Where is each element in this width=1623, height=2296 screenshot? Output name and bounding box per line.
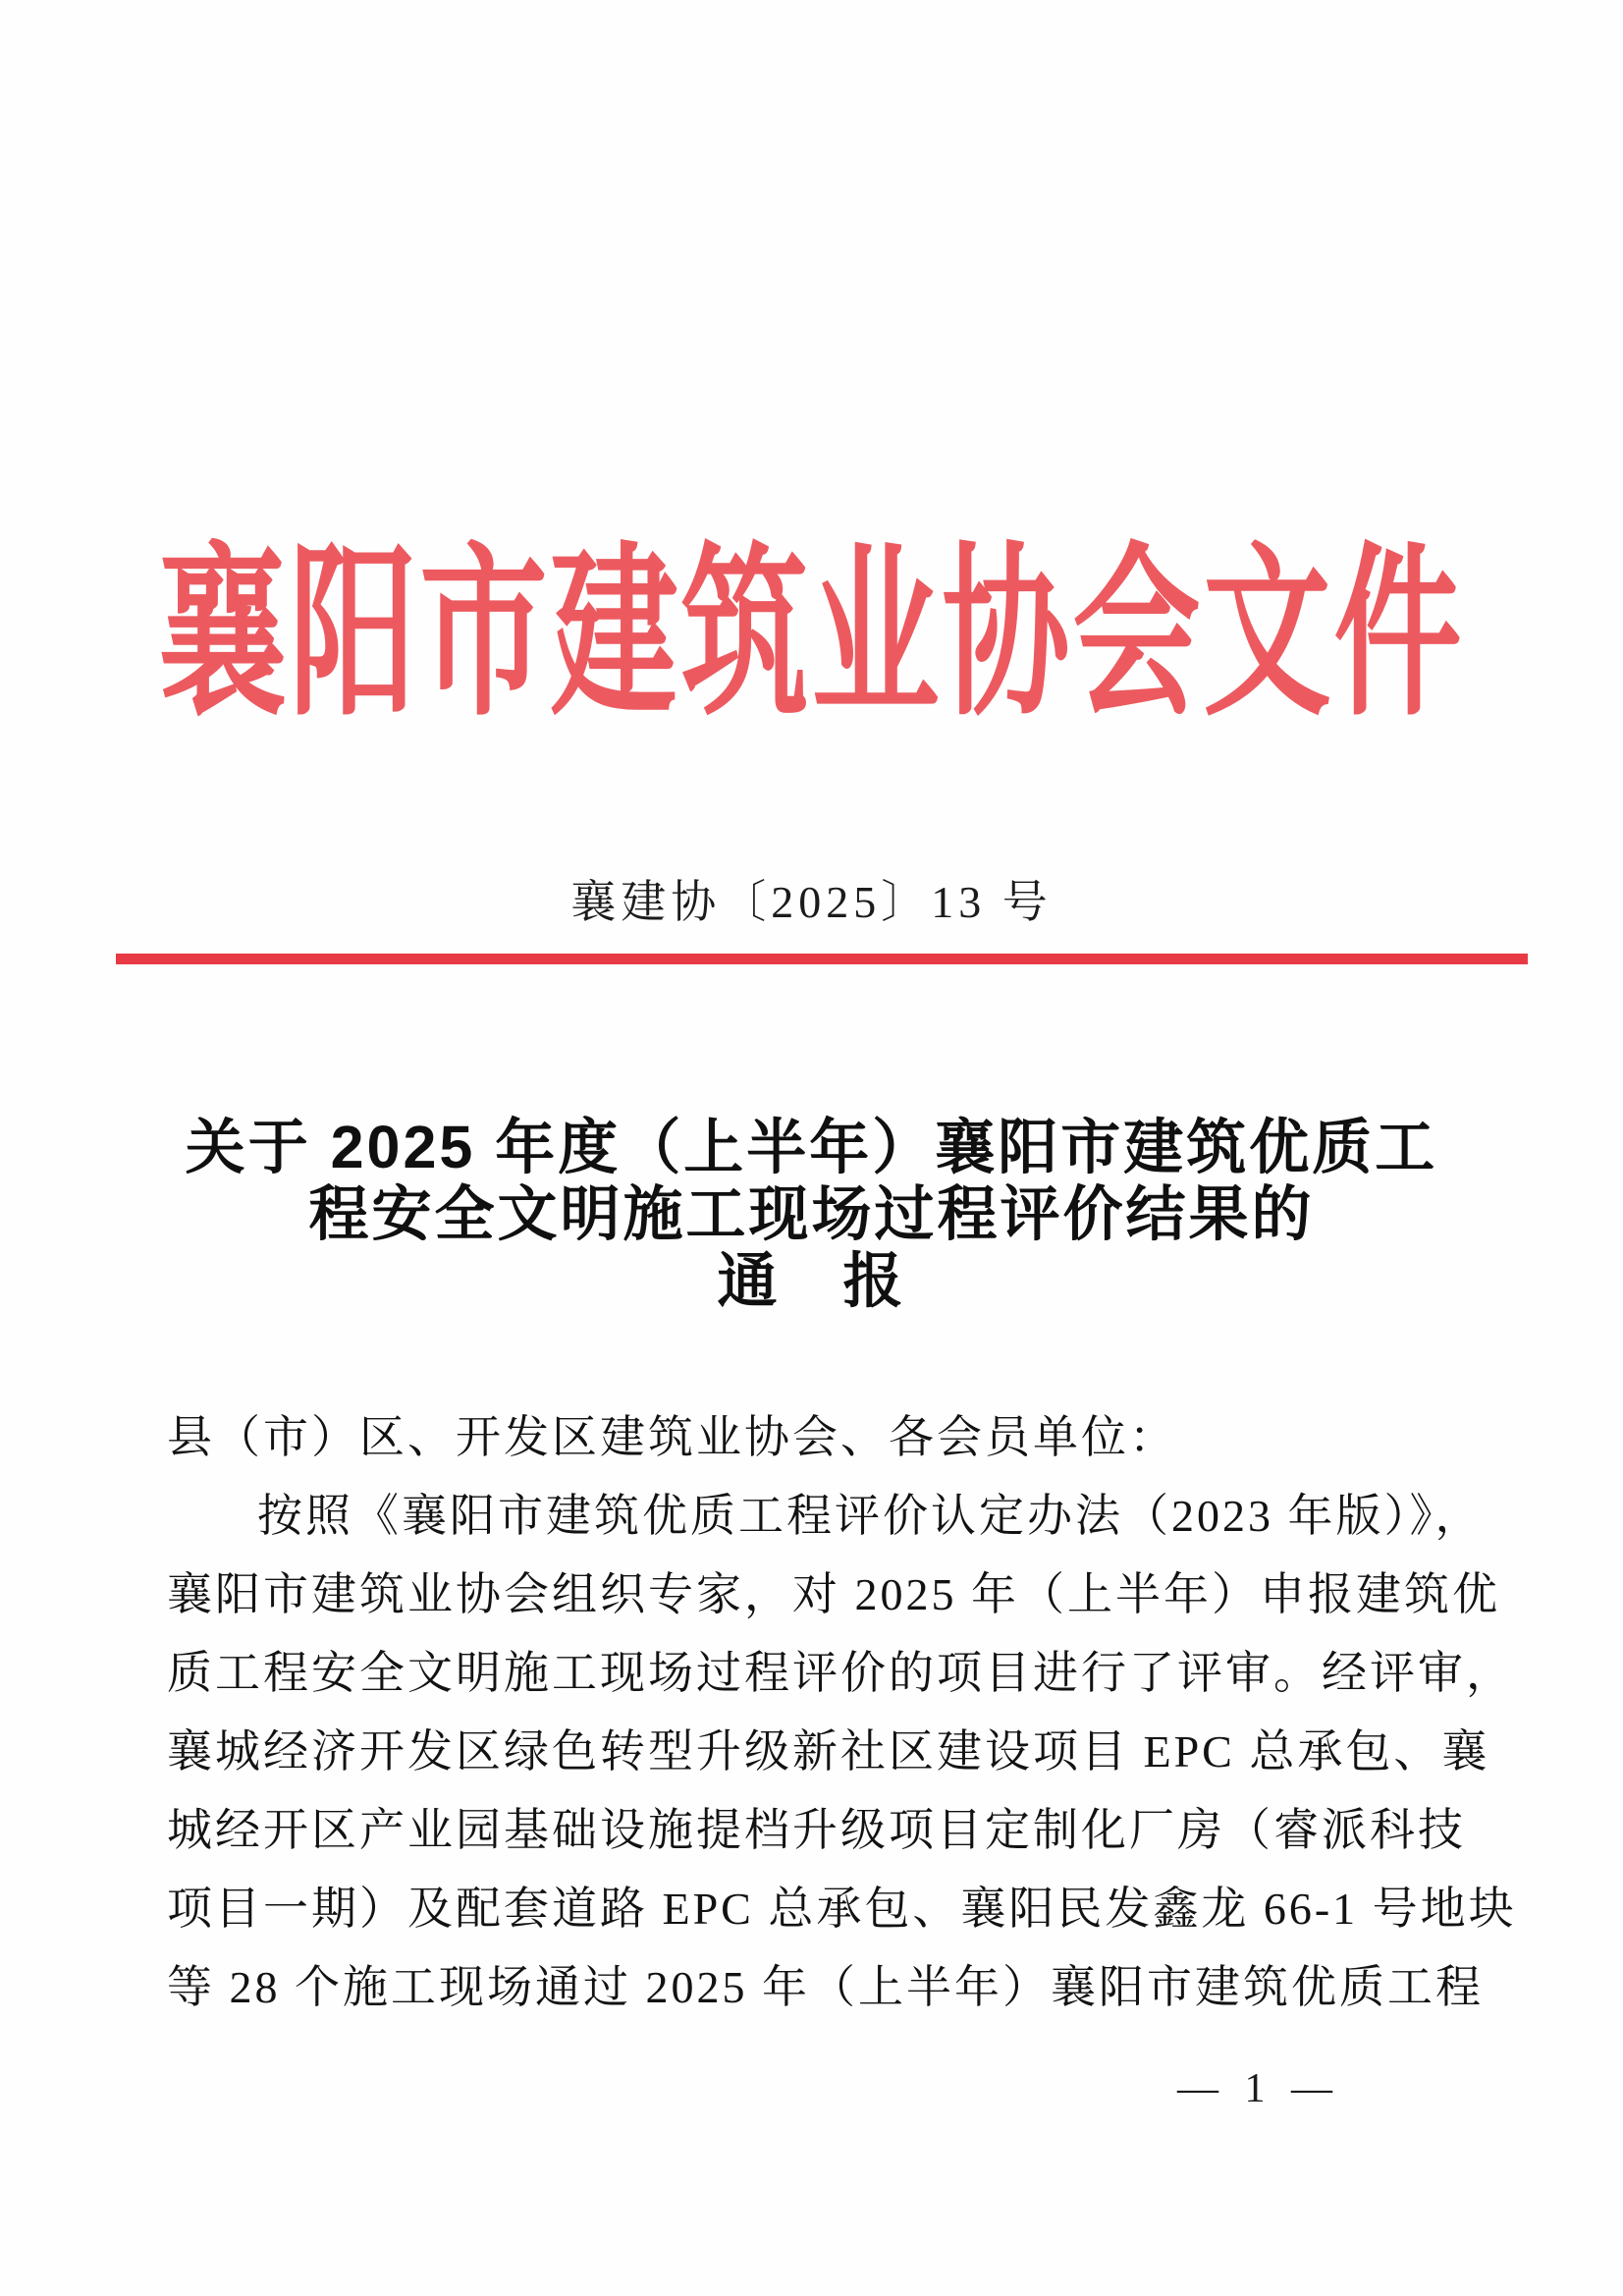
org-header-title: 襄阳市建筑业协会文件 <box>158 533 1465 739</box>
red-divider-rule <box>116 954 1528 964</box>
body-line: 襄阳市建筑业协会组织专家，对 2025 年（上半年）申报建筑优 <box>167 1569 1500 1619</box>
body-line: 按照《襄阳市建筑优质工程评价认定办法（2023 年版）》， <box>257 1491 1484 1541</box>
body-line: 质工程安全文明施工现场过程评价的项目进行了评审。经评审， <box>167 1648 1514 1698</box>
body-line: 襄城经济开发区绿色转型升级新社区建设项目 EPC 总承包、襄 <box>167 1726 1490 1777</box>
doc-number: 襄建协〔2025〕13 号 <box>570 877 1053 927</box>
body-line: 等 28 个施工现场通过 2025 年（上半年）襄阳市建筑优质工程 <box>167 1962 1484 2012</box>
salutation-line: 县（市）区、开发区建筑业协会、各会员单位： <box>167 1412 1177 1462</box>
body-text <box>167 1398 1517 2027</box>
body-line: 项目一期）及配套道路 EPC 总承包、襄阳民发鑫龙 66-1 号地块 <box>167 1884 1517 1934</box>
doc-title <box>0 1114 1623 1314</box>
doc-title-line-1: 关于 2025 年度（上半年）襄阳市建筑优质工 <box>185 1114 1438 1180</box>
body-line: 城经开区产业园基础设施提档升级项目定制化厂房（睿派科技 <box>167 1805 1466 1855</box>
page-number: — 1 — <box>1177 2066 1340 2111</box>
doc-title-line-3: 通 报 <box>717 1247 906 1314</box>
doc-title-line-2: 程安全文明施工现场过程评价结果的 <box>308 1180 1315 1247</box>
